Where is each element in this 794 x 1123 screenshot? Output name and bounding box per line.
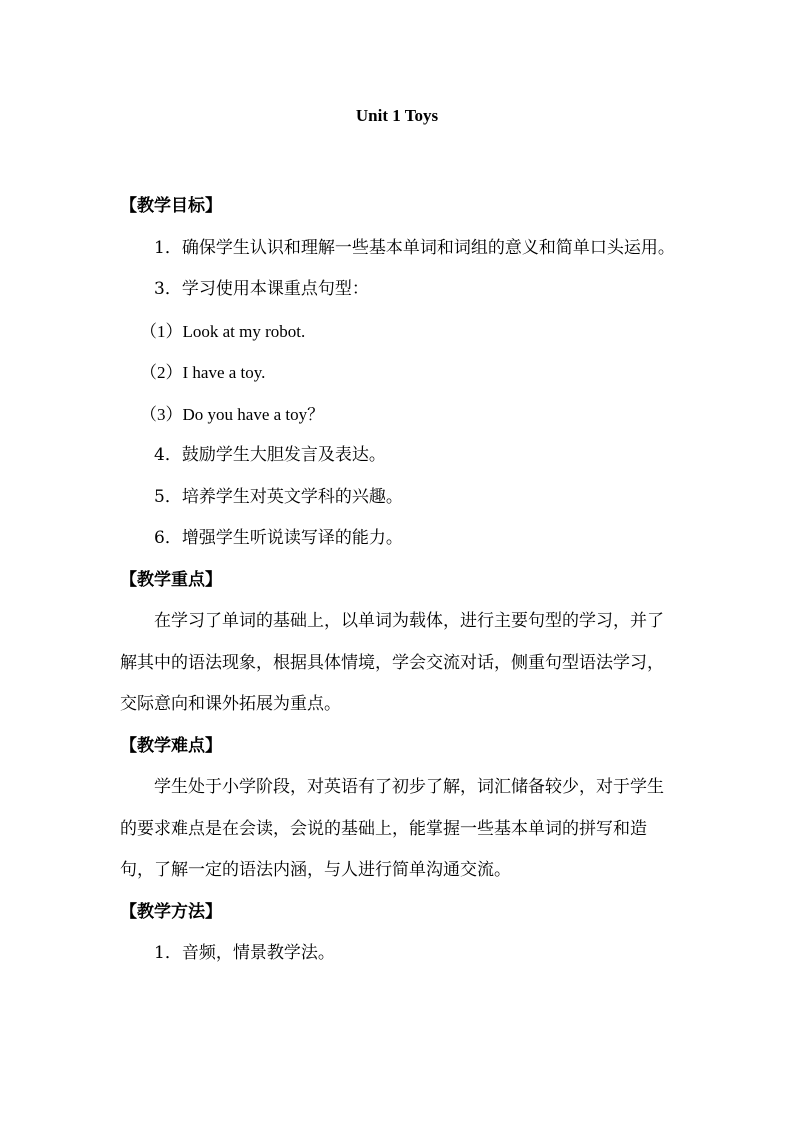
difficulty-text: 学生处于小学阶段，对英语有了初步了解，词汇储备较少，对于学生的要求难点是在会读，会说的基础上，能掌握一些基本单词的拼写和造句，了解一定的语法内涵，与人进行简单沟通交流。 [120, 777, 664, 880]
goal-sentence-2: （2）I have a toy. [140, 363, 266, 382]
goal-item-5: 5．培养学生对英文学科的兴趣。 [154, 486, 403, 507]
document-body [120, 186, 680, 975]
goal-item-6: 6．增强学生听说读写译的能力。 [154, 528, 403, 548]
goal-item-1: 1．确保学生认识和理解一些基本单词和词组的意义和简单口头运用。 [154, 237, 675, 258]
section-heading-methods: 【教学方法】 [120, 901, 222, 922]
method-item-1: 1．音频，情景教学法。 [154, 943, 335, 963]
goal-sentence-1: （1）Look at my robot. [140, 321, 306, 341]
goal-item-4: 4．鼓励学生大胆发言及表达。 [154, 445, 386, 465]
document-title: Unit 1 Toys [355, 106, 439, 125]
section-heading-focus: 【教学重点】 [120, 569, 222, 590]
goal-item-3: 3．学习使用本课重点句型： [154, 279, 369, 299]
section-heading-goals: 【教学目标】 [120, 196, 222, 216]
focus-text: 在学习了单词的基础上，以单词为载体，进行主要句型的学习，并了解其中的语法现象，根据具体情境，学会交流对话，侧重句型语法学习，交际意向和课外拓展为重点。 [120, 611, 664, 714]
goal-sentence-3: （3）Do you have a toy？ [140, 404, 325, 424]
section-heading-difficulty: 【教学难点】 [120, 735, 222, 756]
